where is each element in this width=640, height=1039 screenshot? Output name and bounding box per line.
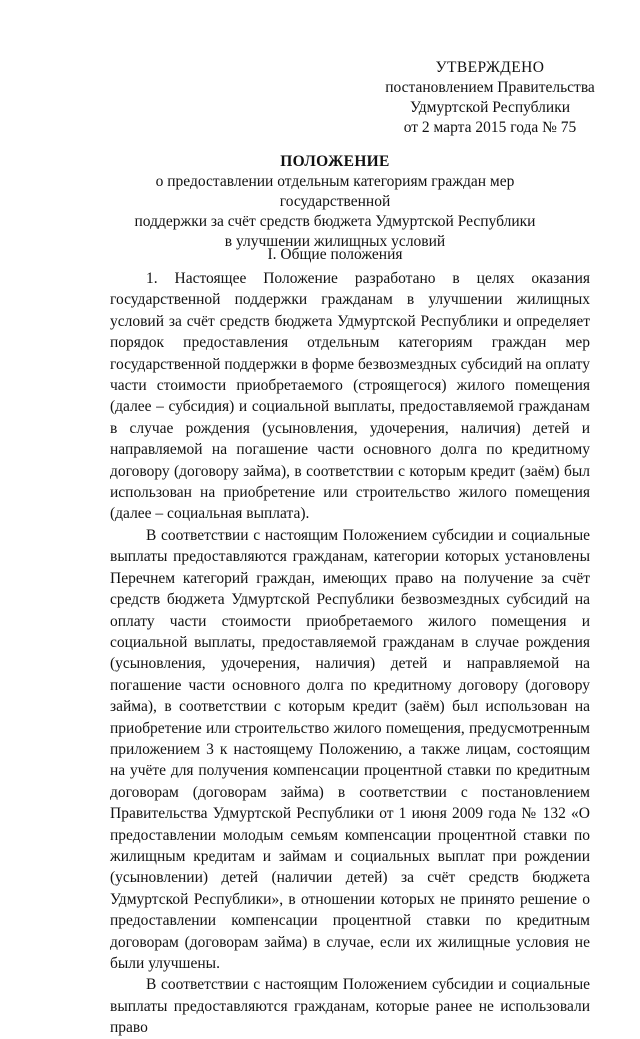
document-subtitle: поддержки за счёт средств бюджета Удмуртской Республики	[134, 213, 536, 230]
approval-date: от 2 марта 2015 года № 75	[403, 119, 577, 136]
approval-line: Удмуртской Республики	[409, 99, 571, 116]
document-heading	[100, 152, 570, 252]
approval-stamp: УТВЕРЖДЕНО	[435, 59, 545, 76]
section-title: I. Общие положения	[267, 246, 403, 263]
document-body	[110, 268, 590, 1039]
document-title: ПОЛОЖЕНИЕ	[280, 153, 390, 170]
paragraph: В соответствии с настоящим Положением субсидии и социальные выплаты предоставляются гражданам, которые ранее не использовали право	[110, 976, 590, 1037]
paragraph: В соответствии с настоящим Положением субсидии и социальные выплаты предоставляются гражданам, категории которых установлены Перечнем категорий граждан, имеющих право на получение за счёт средств бюджета Удмуртской Республики безвозмездных субсидий на оплату части стоимости приобретаемого жилого помещения и социальной выплаты, предоставляемой гражданам в случае рождения (усыновления, удочерения, наличия) детей и направляемой на погашение части основного долга по кредитному договору (договору займа), в соответствии с которым кредит (заём) был использован на приобретение или строительство жилого помещения, предусмотренным приложением 3 к настоящему Положению, а также лицам, состоящим на учёте для получения компенсации процентной ставки по кредитным договорам (договорам займа) в соответствии с постановлением Правительства Удмуртской Республики от 1 июня 2009 года № 132 «О предоставлении молодым семьям компенсации процентной ставки по жилищным кредитам и займам и социальных выплат при рождении (усыновлении) детей (наличии детей) за счёт средств бюджета Удмуртской Республики», в отношении которых не принято решение о предоставлении компенсации процентной ставки по кредитным договорам (договорам займа) в случае, если их жилищные условия не были улучшены.	[110, 526, 590, 972]
approval-block	[380, 58, 600, 138]
paragraph: 1. Настоящее Положение разработано в целях оказания государственной поддержки гражданам в улучшении жилищных условий за счёт средств бюджета Удмуртской Республики и определяет порядок предоставления отдельным категориям граждан мер государственной поддержки в форме безвозмездных субсидий на оплату части стоимости приобретаемого (строящегося) жилого помещения (далее – субсидия) и социальной выплаты, предоставляемой гражданам в случае рождения (усыновления, удочерения, наличия) детей и направляемой на погашение части основного долга по кредитному договору (договору займа), в соответствии с которым кредит (заём) был использован на приобретение или строительство жилого помещения (далее – социальная выплата).	[110, 270, 590, 523]
approval-line: постановлением Правительства	[385, 79, 595, 96]
document-subtitle: в улучшении жилищных условий	[224, 233, 446, 250]
document-subtitle: о предоставлении отдельным категориям граждан мер государственной	[155, 173, 515, 210]
